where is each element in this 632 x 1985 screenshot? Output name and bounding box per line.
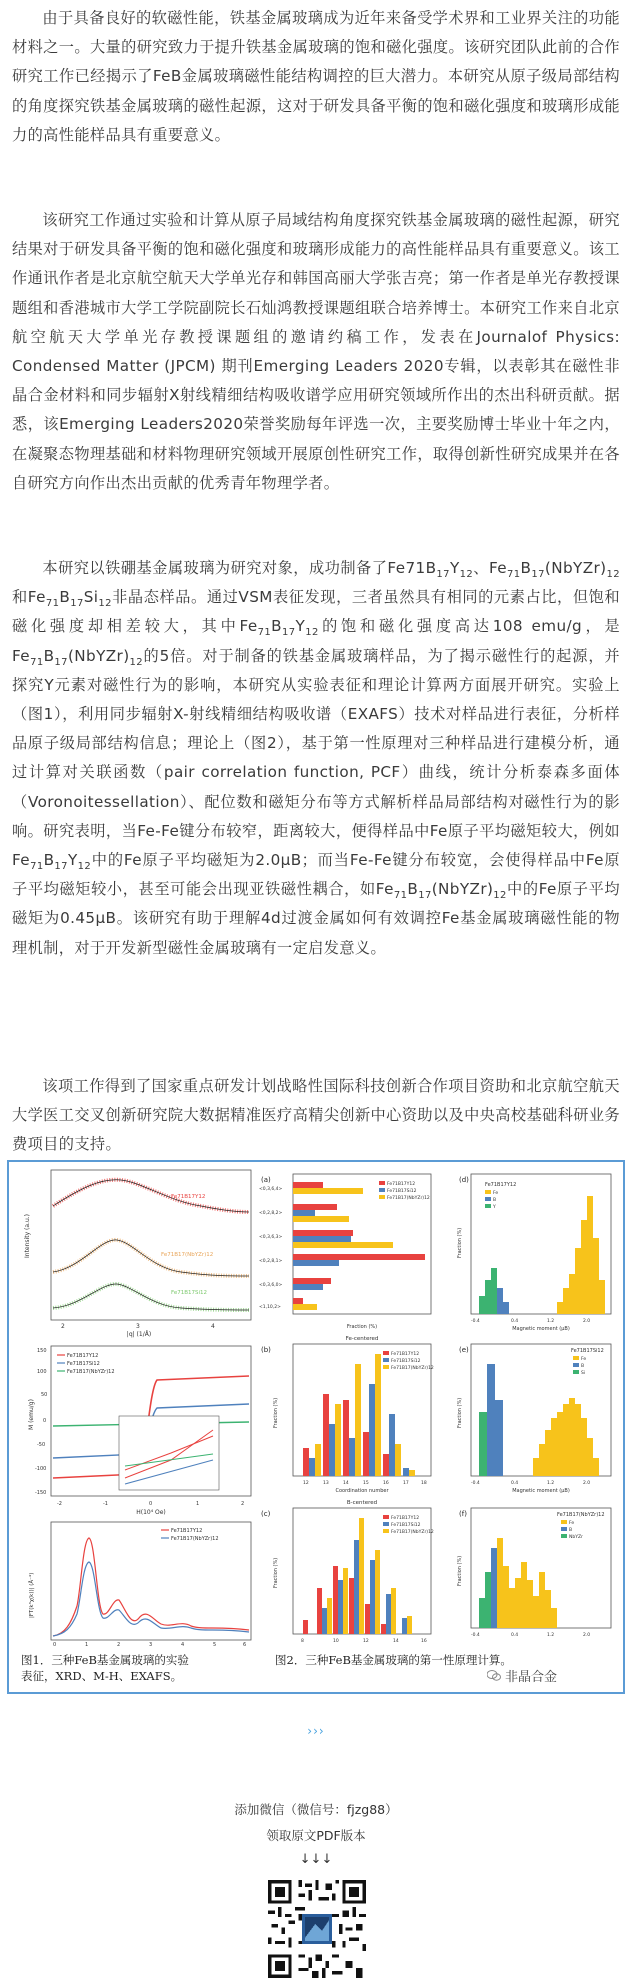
b-xtick: 17 <box>403 1481 409 1486</box>
xrd-label-y: Fe71B17Y12 <box>171 1194 206 1200</box>
mh-legend-1: Fe71B17Si12 <box>67 1361 100 1367</box>
mh-ytick: 50 <box>41 1392 48 1398</box>
e-xtick: 2.0 <box>583 1481 591 1486</box>
c-xtick: 8 <box>301 1639 304 1644</box>
mh-xtick: -2 <box>57 1501 62 1507</box>
b-legend-0: Fe71B17Y12 <box>391 1352 420 1357</box>
xrd-panel <box>24 1170 251 1338</box>
panel-c-label: (c) <box>261 1510 271 1518</box>
c-legend-1: Fe71B17Si12 <box>391 1523 421 1528</box>
mh-ytick: -50 <box>37 1442 46 1448</box>
d-xtick: -0.4 <box>471 1319 480 1324</box>
mh-ylabel: M (emu/g) <box>28 1399 35 1430</box>
exafs-legend-1: Fe71B17(NbYZr)12 <box>171 1536 219 1542</box>
c-xtick: 16 <box>421 1639 427 1644</box>
e-legend-2: Si <box>581 1371 586 1376</box>
f-xtick: -0.4 <box>471 1633 480 1638</box>
b-xtick: 14 <box>343 1481 349 1486</box>
e-xtick: 0.4 <box>511 1481 519 1486</box>
a-xlabel: Fraction (%) <box>346 1324 378 1330</box>
xrd-xlabel: |q| (1/Å) <box>126 1331 152 1338</box>
mh-ytick: 100 <box>37 1369 47 1375</box>
panel-a <box>259 1174 431 1330</box>
a-cat: <0,2,8,2> <box>259 1211 283 1216</box>
mh-xtick: 1 <box>196 1501 200 1507</box>
e-xtick: -0.4 <box>471 1481 480 1486</box>
c-xtick: 10 <box>333 1639 339 1644</box>
b-xtick: 12 <box>303 1481 309 1486</box>
a-cat: <0,3,6,3> <box>259 1235 283 1240</box>
d-legend-2: Y <box>493 1205 496 1210</box>
exafs-panel <box>28 1522 251 1646</box>
c-legend-2: Fe71B17(NbYZr)12 <box>391 1530 434 1535</box>
mh-ytick: -100 <box>35 1466 47 1472</box>
mh-legend-2: Fe71B17(NbYZr)12 <box>67 1369 115 1375</box>
d-xtick: 0.4 <box>511 1319 519 1324</box>
f-xtick: 0.4 <box>511 1633 519 1638</box>
exafs-ylabel: |FT(k³χ(k))| (Å⁻⁴) <box>29 1572 35 1618</box>
c-title: B-centered <box>346 1500 378 1506</box>
mh-ytick: 150 <box>37 1348 47 1354</box>
exafs-xtick: 3 <box>149 1642 153 1646</box>
d-legend-1: B <box>493 1198 497 1203</box>
a-legend-0: Fe71B17Y12 <box>387 1182 416 1187</box>
panel-f <box>457 1508 611 1638</box>
paragraph-method: 本研究以铁硼基金属玻璃为研究对象，成功制备了$Fe71B_{17}Y_{12}$、$Fe_{71}B_{17}(NbYZr)_{12}$和$Fe_{71}B_{17}Si_{12}$非晶态样品。通过VSM表征发现，三者虽然具有相同的元素占比，但饱和磁化强度却相差较大，其中$Fe_{71}B_{17}Y_{12}$的饱和磁化强度高达108 emu/g，是$Fe_{71}B_{17}(NbYZr)_{12}$的5倍。对于制备的铁基金属玻璃样品，为了揭示磁性行的起源，并探究Y元素对磁性行为的影响，本研究从实验表征和理论计算两方面展开研究。实验上（图1），利用同步辐射X-射线精细结构吸收谱（EXAFS）技术对样品进行表征，分析样品原子级局部结构信息；理论上（图2），基于第一性原理对三种样品进行建模分析，通过计算对关联函数（pair correlation function, PCF）曲线，统计分析泰森多面体（Voronoitessellation）、配位数和磁矩分布等方式解析样品局部结构对磁性行为的影响。研究表明，当Fe-Fe键分布较窄，距离较大，便得样品中Fe原子平均磁矩较大，例如$Fe_{71}B_{17}Y_{12}$中的Fe原子平均磁矩为2.0μB；而当Fe-Fe键分布较宽，会使得样品中Fe原子平均磁矩较小，甚至可能会出现亚铁磁性耦合，如$Fe_{71}B_{17}(NbYZr)_{12}$中的Fe原子平均磁矩为0.45μB。该研究有助于理解4d过渡金属如何有效调控Fe基金属玻璃磁性能的物理机制，对于开发新型磁性金属玻璃有一定启发意义。 <box>12 559 621 957</box>
panel-b <box>261 1336 434 1494</box>
a-legend-2: Fe71B17(NbYZr)12 <box>387 1196 430 1201</box>
a-cat: <0,3,6,0> <box>259 1283 283 1288</box>
e-xtick: 1.2 <box>547 1481 555 1486</box>
panel-b-label: (b) <box>261 1346 271 1354</box>
d-xlabel: Magnetic moment (μB) <box>512 1326 570 1332</box>
b-ylabel: Fraction (%) <box>273 1397 279 1428</box>
wechat-icon <box>487 1670 501 1681</box>
paragraph-intro: 由于具备良好的软磁性能，铁基金属玻璃成为近年来备受学术界和工业界关注的功能材料之一。大量的研究致力于提升铁基金属玻璃的饱和磁化强度。该研究团队此前的合作研究工作已经揭示了FeB金属玻璃磁性能结构调控的巨大潜力。本研究从原子级局部结构的角度探究铁基金属玻璃的磁性起源，这对于研发具备平衡的饱和磁化强度和玻璃形成能力的高性能样品具有重要意义。 <box>12 9 620 144</box>
a-legend-1: Fe71B17Si12 <box>387 1189 417 1194</box>
mh-xlabel: H(10⁴ Oe) <box>136 1509 166 1516</box>
mh-ytick: -150 <box>35 1490 47 1496</box>
xrd-curve-nbyzr <box>53 1240 249 1276</box>
b-xtick: 13 <box>323 1481 329 1486</box>
qr-code[interactable] <box>268 1880 366 1978</box>
panel-d <box>457 1174 611 1332</box>
f-title: Fe71B17(NbYZr)12 <box>557 1512 605 1518</box>
xrd-label-si: Fe71B17Si12 <box>171 1290 208 1296</box>
mh-xtick: 0 <box>149 1501 153 1507</box>
d-ylabel: Fraction (%) <box>457 1227 463 1258</box>
down-arrows: ↓↓↓ <box>299 1852 333 1867</box>
mh-legend-0: Fe71B17Y12 <box>67 1353 99 1359</box>
divider-arrows: ››› <box>307 1724 325 1738</box>
b-xtick: 18 <box>421 1481 427 1486</box>
b-legend-2: Fe71B17(NbYZr)12 <box>391 1366 434 1371</box>
xrd-curve-si <box>53 1284 249 1310</box>
f-xtick: 1.2 <box>547 1633 555 1638</box>
d-xtick: 2.0 <box>583 1319 591 1324</box>
e-legend-0: Fe <box>581 1357 587 1362</box>
paragraph-funding: 该项工作得到了国家重点研发计划战略性国际科技创新合作项目资助和北京航空航天大学医工交叉创新研究院大数据精准医疗高精尖创新中心资助以及中央高校基础科研业务费项目的支持。 <box>12 1077 620 1154</box>
f-legend-1: B <box>569 1528 573 1533</box>
e-xlabel: Magnetic moment (μB) <box>512 1488 570 1494</box>
figure2-caption: 图2．三种FeB基金属玻璃的第一性原理计算。 <box>275 1653 512 1667</box>
mh-ytick: 0 <box>43 1418 47 1424</box>
panel-e-label: (e) <box>459 1346 469 1354</box>
e-title: Fe71B17Si12 <box>571 1348 604 1354</box>
xrd-label-nbyzr: Fe71B17(NbYZr)12 <box>161 1252 214 1258</box>
wechat-id-line: 添加微信（微信号：fjzg88） <box>234 1802 398 1817</box>
figure2-plots <box>257 1168 622 1646</box>
b-xtick: 15 <box>363 1481 369 1486</box>
exafs-xtick: 4 <box>181 1642 185 1646</box>
e-legend-1: B <box>581 1364 585 1369</box>
c-xtick: 12 <box>363 1639 369 1644</box>
xrd-tick: 4 <box>211 1323 215 1330</box>
exafs-xtick: 1 <box>85 1642 89 1646</box>
d-legend-0: Fe <box>493 1191 499 1196</box>
f-xtick: 2.0 <box>583 1633 591 1638</box>
a-cat: <1,10,2> <box>259 1305 281 1310</box>
c-legend-0: Fe71B17Y12 <box>391 1516 420 1521</box>
exafs-xtick: 6 <box>243 1642 247 1646</box>
exafs-legend-0: Fe71B17Y12 <box>171 1528 203 1534</box>
panel-c <box>261 1500 434 1644</box>
xrd-tick: 2 <box>61 1323 65 1330</box>
c-xtick: 14 <box>393 1639 399 1644</box>
e-ylabel: Fraction (%) <box>457 1397 463 1428</box>
b-title: Fe-centered <box>345 1336 379 1342</box>
d-title: Fe71B17Y12 <box>485 1182 517 1188</box>
b-legend-1: Fe71B17Si12 <box>391 1359 421 1364</box>
a-cat: <0,3,6,4> <box>259 1187 283 1192</box>
paragraph-research-team: 该研究工作通过实验和计算从原子局域结构角度探究铁基金属玻璃的磁性起源，研究结果对于研发具备平衡的饱和磁化强度和玻璃形成能力的高性能样品具有重要意义。该工作通讯作者是北京航空航天大学单光存和韩国高丽大学张吉亮；第一作者是单光存教授课题组和香港城市大学工学院副院长石灿鸿教授课题组联合培养博士。本研究工作来自北京航空航天大学单光存教授课题组的邀请约稿工作，发表在Journalof Physics: Condensed Matter (JPCM) 期刊Emerging Leaders 2020专辑，以表彰其在磁性非晶合金材料和同步辐射X射线精细结构吸收谱学应用研究领域所作出的杰出科研贡献。据悉，该Emerging Leaders2020荣誉奖励每年评选一次，主要奖励博士毕业十年之内，在凝聚态物理基础和材料物理研究领域开展原创性研究工作，取得创新性研究成果并在各自研究方向作出杰出贡献的优秀青年物理学者。 <box>12 211 620 492</box>
panel-a-label: (a) <box>261 1176 271 1184</box>
f-legend-0: Fe <box>569 1521 575 1526</box>
figure1-caption: 图1．三种FeB基金属玻璃的实验 表征，XRD、M-H、EXAFS。 <box>21 1653 189 1683</box>
a-bars <box>293 1182 425 1310</box>
d-xtick: 1.2 <box>547 1319 555 1324</box>
mh-xtick: 2 <box>241 1501 245 1507</box>
f-legend-2: NbYZr <box>569 1535 583 1540</box>
c-bars <box>303 1518 412 1634</box>
c-ylabel: Fraction (%) <box>273 1557 279 1588</box>
exafs-xtick: 2 <box>117 1642 121 1646</box>
exafs-xtick: 5 <box>213 1642 217 1646</box>
panel-d-label: (d) <box>459 1176 469 1184</box>
b-bars <box>303 1354 415 1476</box>
figure1-plots <box>21 1168 256 1646</box>
b-xlabel: Coordination number <box>335 1488 389 1494</box>
xrd-curve-y <box>53 1180 249 1212</box>
a-cat: <0,2,8,1> <box>259 1259 283 1264</box>
f-ylabel: Fraction (%) <box>457 1555 463 1586</box>
xrd-ylabel: Intensity (a.u.) <box>24 1214 31 1258</box>
figure-panel <box>7 1160 625 1694</box>
exafs-xtick: 0 <box>53 1642 57 1646</box>
exafs-curve-blue <box>53 1562 249 1636</box>
xrd-tick: 3 <box>136 1323 140 1330</box>
b-xtick: 16 <box>383 1481 389 1486</box>
mh-panel <box>28 1346 251 1516</box>
pdf-line: 领取原文PDF版本 <box>266 1828 366 1843</box>
panel-e <box>457 1344 611 1494</box>
mh-xtick: -1 <box>103 1501 108 1507</box>
panel-f-label: (f) <box>459 1510 467 1518</box>
wechat-watermark: 非晶合金 <box>487 1666 557 1685</box>
